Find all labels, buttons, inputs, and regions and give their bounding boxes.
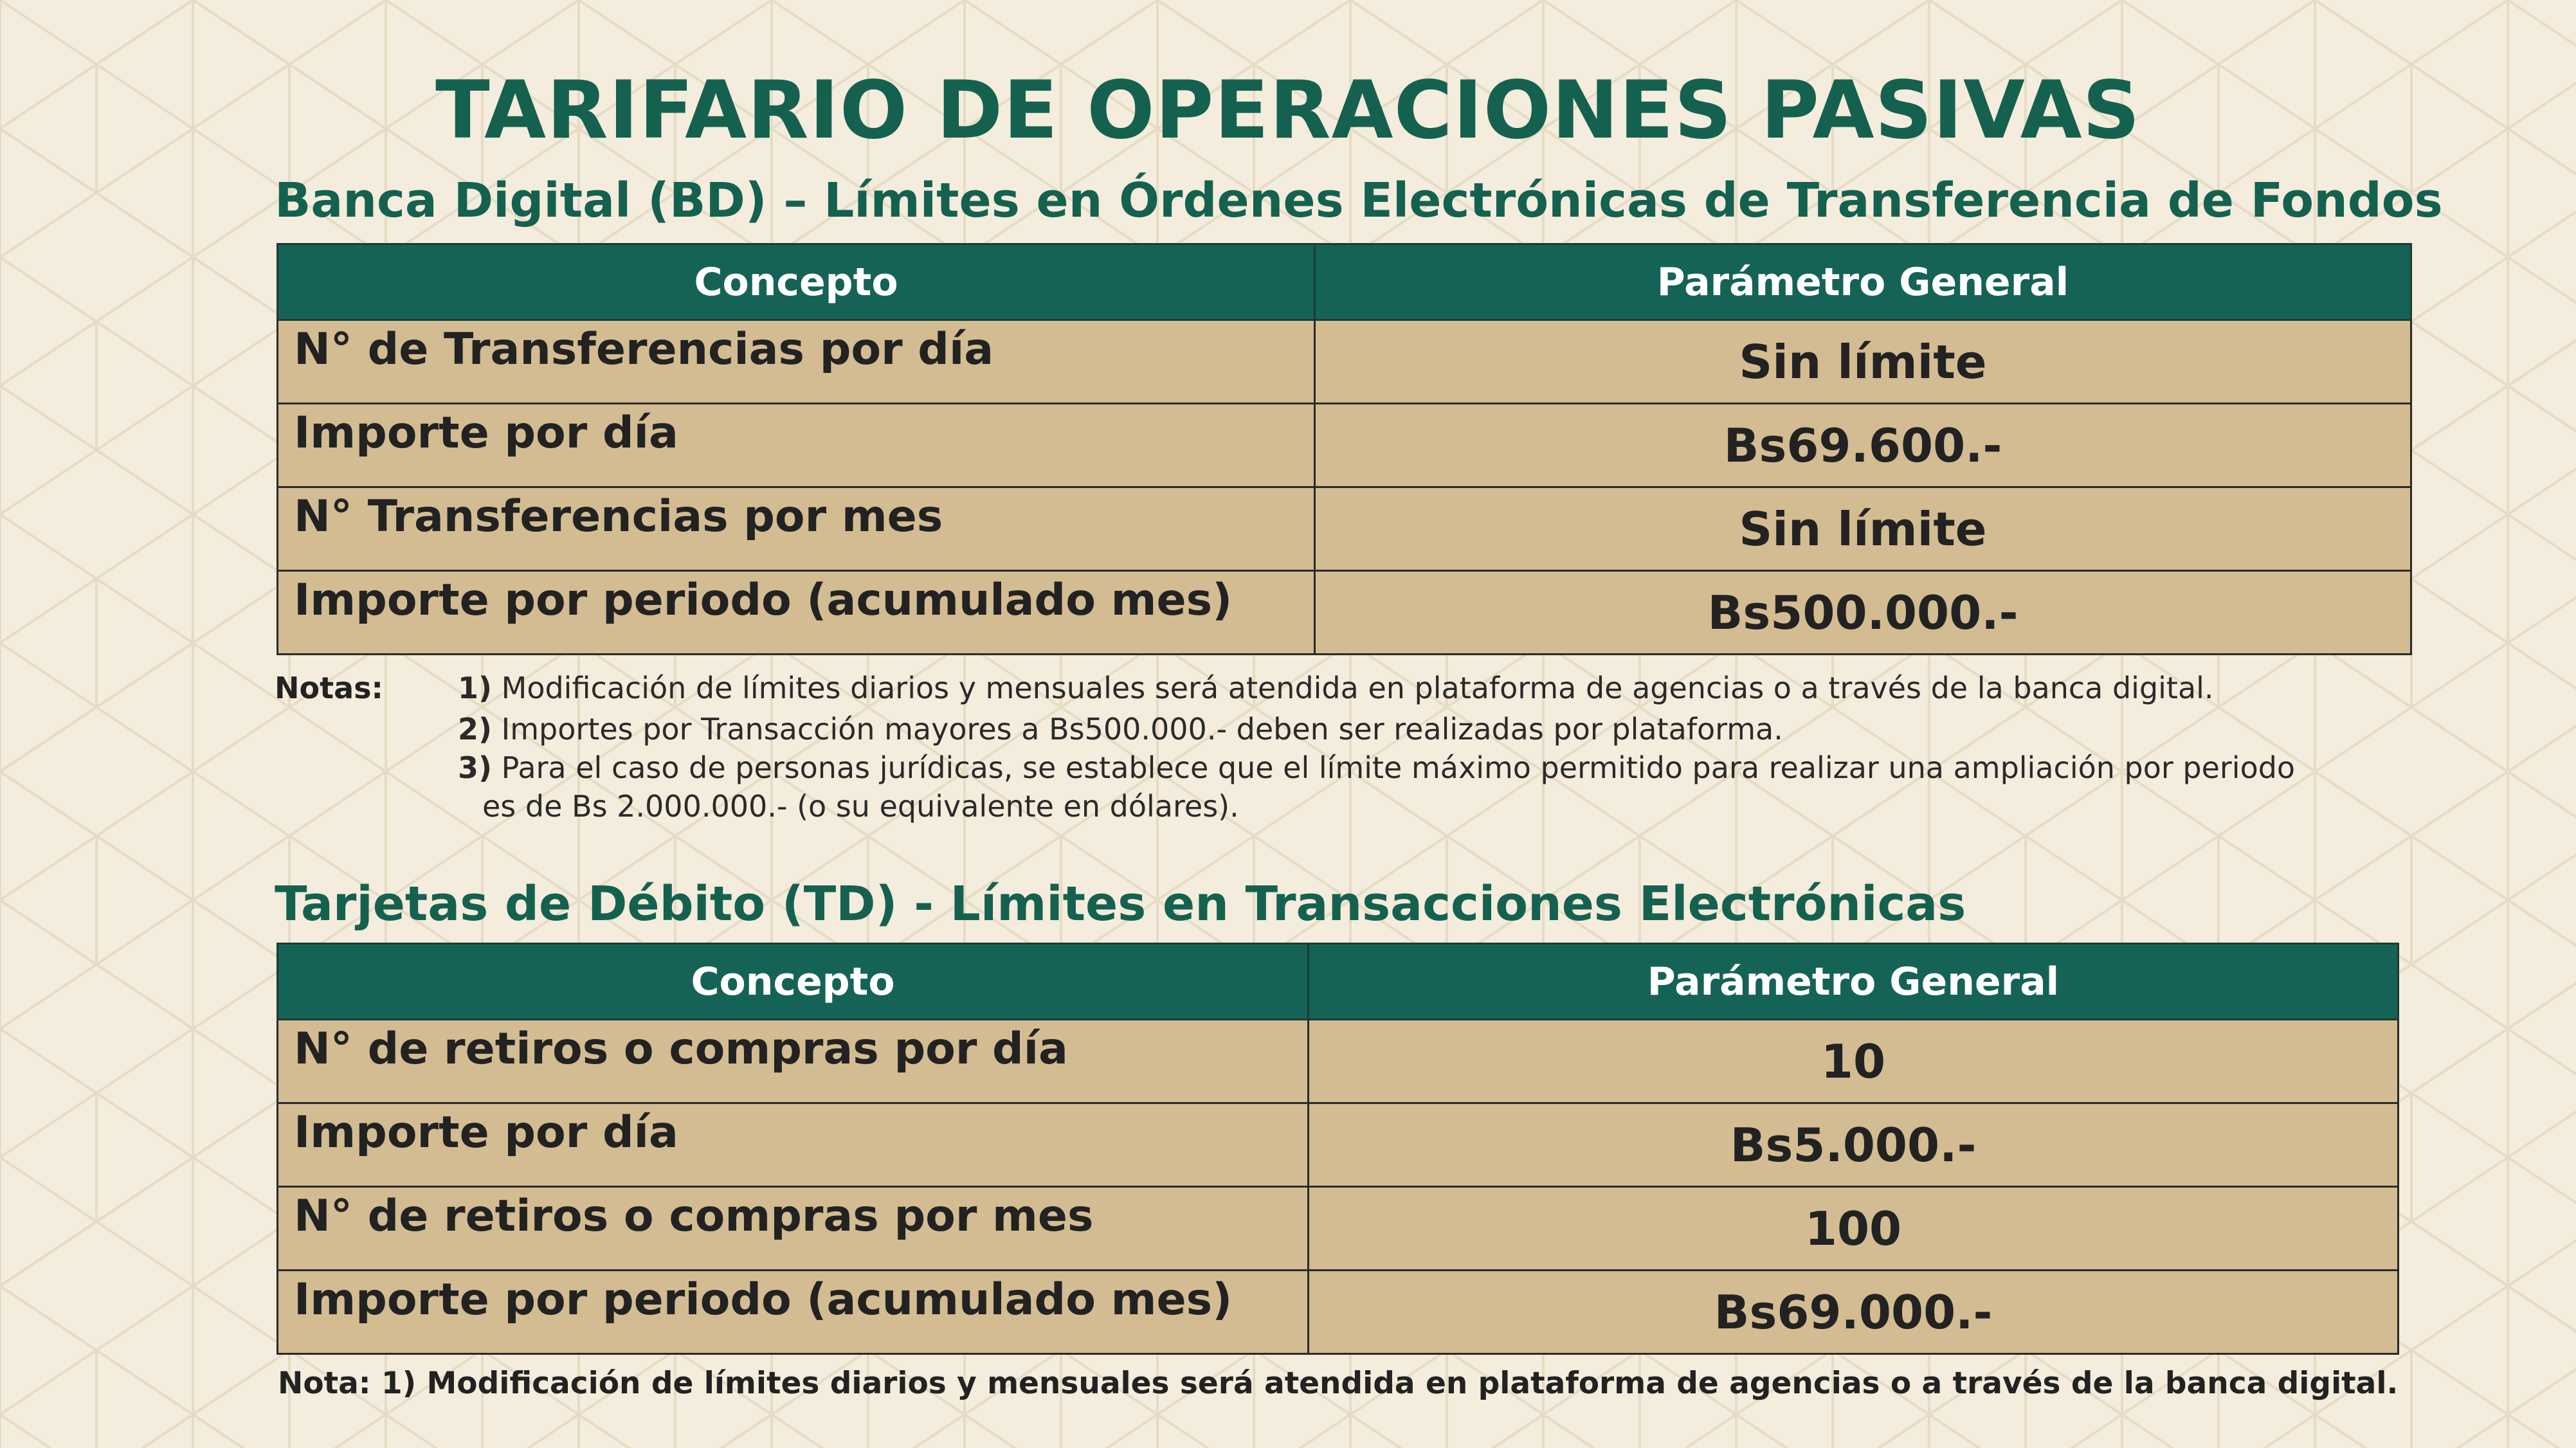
note-number: 2): [458, 712, 493, 747]
row-value: Bs69.600.-: [1315, 404, 2411, 487]
note-3-continuation: es de Bs 2.000.000.- (o su equivalente en dólares).: [482, 789, 1239, 824]
table-row: [278, 487, 2411, 571]
table-row: [278, 1271, 2399, 1354]
notes-label: Notas:: [275, 671, 383, 705]
page-title: TARIFARIO DE OPERACIONES PASIVAS: [435, 64, 2141, 157]
table-row: [278, 320, 2411, 404]
table-tarjetas-debito: [277, 943, 2399, 1355]
row-value: Bs500.000.-: [1315, 571, 2411, 655]
table-row: [278, 1020, 2399, 1103]
column-header-concepto: Concepto: [278, 244, 1315, 320]
note-3: [458, 748, 2295, 787]
table-row: [278, 1103, 2399, 1187]
table-banca-digital: [277, 243, 2412, 655]
section-title-tarjetas-debito: Tarjetas de Débito (TD) - Límites en Transacciones Electrónicas: [275, 876, 1966, 932]
row-value: Sin límite: [1315, 320, 2411, 404]
row-value: 10: [1309, 1020, 2399, 1103]
note-number: 1): [458, 671, 493, 705]
row-concept: Importe por periodo (acumulado mes): [278, 1271, 1309, 1354]
row-value: 100: [1309, 1187, 2399, 1271]
note-number: 3): [458, 750, 493, 785]
note-text: Modificación de límites diarios y mensuales será atendida en plataforma de agencias o a través de la banca digital.: [492, 671, 2214, 705]
row-concept: N° de retiros o compras por mes: [278, 1187, 1309, 1271]
table-header-row: [278, 244, 2411, 320]
column-header-parametro-general: Parámetro General: [1309, 944, 2399, 1020]
row-concept: N° Transferencias por mes: [278, 487, 1315, 571]
table-header-row: [278, 944, 2399, 1020]
row-concept: Importe por día: [278, 1103, 1309, 1187]
note-1: [458, 669, 2214, 707]
table-row: [278, 571, 2411, 655]
row-value: Bs5.000.-: [1309, 1103, 2399, 1187]
row-value: Sin límite: [1315, 487, 2411, 571]
row-concept: Importe por periodo (acumulado mes): [278, 571, 1315, 655]
bottom-note: Nota: 1) Modificación de límites diarios y mensuales será atendida en plataforma de agencias o a través de la banca digital.: [278, 1366, 2399, 1401]
column-header-concepto: Concepto: [278, 944, 1309, 1020]
row-concept: N° de Transferencias por día: [278, 320, 1315, 404]
section-title-banca-digital: Banca Digital (BD) – Límites en Órdenes Electrónicas de Transferencia de Fondos: [275, 173, 2443, 228]
row-value: Bs69.000.-: [1309, 1271, 2399, 1354]
table-row: [278, 404, 2411, 487]
row-concept: Importe por día: [278, 404, 1315, 487]
note-text: Importes por Transacción mayores a Bs500.000.- deben ser realizadas por plataforma.: [492, 712, 1783, 747]
column-header-parametro-general: Parámetro General: [1315, 244, 2411, 320]
table-row: [278, 1187, 2399, 1271]
note-2: [458, 710, 1783, 748]
row-concept: N° de retiros o compras por día: [278, 1020, 1309, 1103]
note-text: Para el caso de personas jurídicas, se establece que el límite máximo permitido para realizar una ampliación por periodo: [492, 750, 2296, 785]
